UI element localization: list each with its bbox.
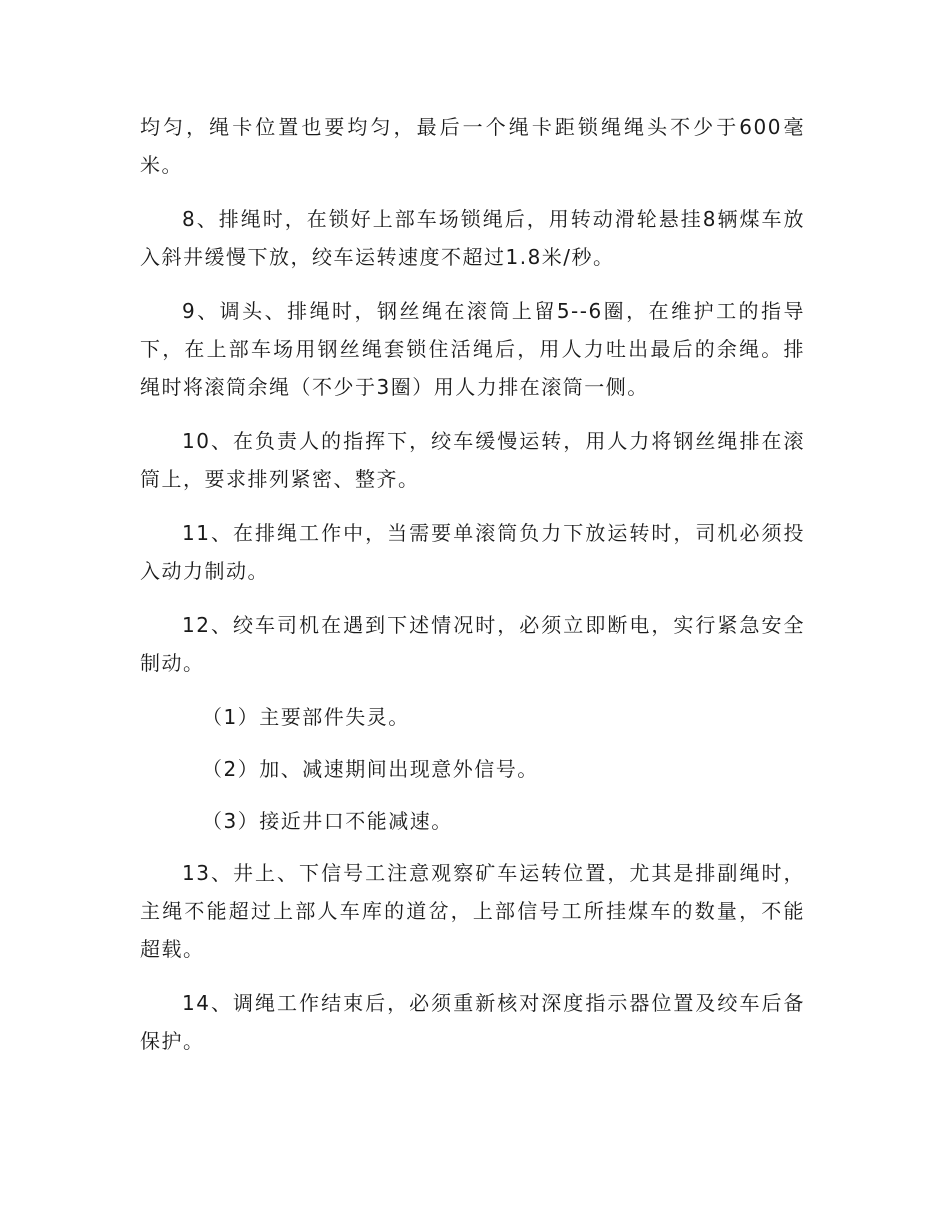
sub-item-2: （2）加、减速期间出现意外信号。 xyxy=(202,757,539,781)
document-page xyxy=(140,108,805,1076)
paragraph-item-14: 14、调绳工作结束后，必须重新核对深度指示器位置及绞车后备保护。 xyxy=(140,991,805,1053)
paragraph-continuation: 均匀，绳卡位置也要均匀，最后一个绳卡距锁绳绳头不少于600毫米。 xyxy=(140,115,805,177)
paragraph-item-9: 9、调头、排绳时，钢丝绳在滚筒上留5--6圈，在维护工的指导下，在上部车场用钢丝绳套锁住活绳后，用人力吐出最后的余绳。排绳时将滚筒余绳（不少于3圈）用人力排在滚筒一侧。 xyxy=(140,299,805,399)
paragraph-item-13: 13、井上、下信号工注意观察矿车运转位置，尤其是排副绳时，主绳不能超过上部人车库的道岔，上部信号工所挂煤车的数量，不能超载。 xyxy=(140,861,805,961)
sub-item-1: （1）主要部件失灵。 xyxy=(202,705,410,729)
sub-item-3: （3）接近井口不能减速。 xyxy=(202,809,453,833)
paragraph-item-11: 11、在排绳工作中，当需要单滚筒负力下放运转时，司机必须投入动力制动。 xyxy=(140,521,805,583)
paragraph-item-10: 10、在负责人的指挥下，绞车缓慢运转，用人力将钢丝绳排在滚筒上，要求排列紧密、整齐。 xyxy=(140,429,805,491)
paragraph-item-8: 8、排绳时，在锁好上部车场锁绳后，用转动滑轮悬挂8辆煤车放入斜井缓慢下放，绞车运转速度不超过1.8米/秒。 xyxy=(140,207,805,269)
paragraph-item-12: 12、绞车司机在遇到下述情况时，必须立即断电，实行紧急安全制动。 xyxy=(140,613,805,675)
